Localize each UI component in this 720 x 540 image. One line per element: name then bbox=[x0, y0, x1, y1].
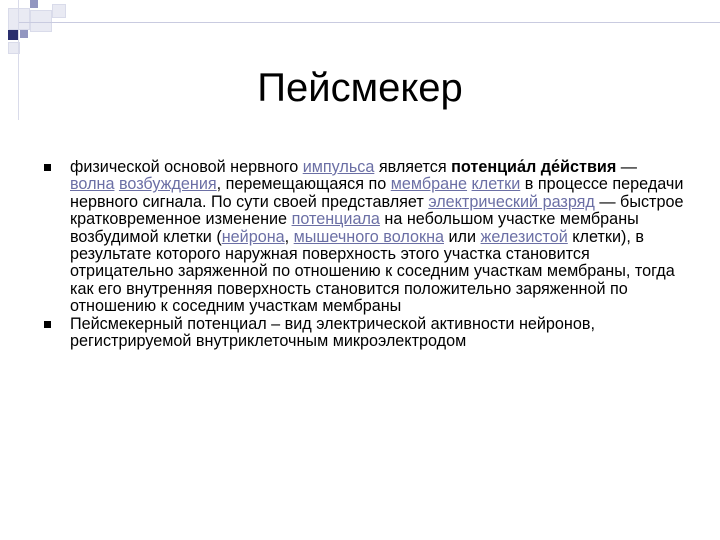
text-run: физической основой нервного bbox=[70, 158, 303, 176]
link-muscle-fiber[interactable]: мышечного волокна bbox=[293, 227, 445, 246]
text-run: является bbox=[374, 158, 452, 176]
deco-square bbox=[52, 4, 66, 18]
deco-square bbox=[20, 30, 28, 38]
square-bullet-icon bbox=[44, 321, 51, 328]
text-run: — bbox=[616, 158, 637, 176]
deco-square bbox=[30, 10, 52, 32]
deco-square bbox=[30, 0, 38, 8]
link-glandular[interactable]: железистой bbox=[480, 227, 568, 246]
deco-square bbox=[8, 30, 18, 40]
bullet-item bbox=[44, 316, 684, 351]
square-bullet-icon bbox=[44, 164, 51, 171]
slide-title: Пейсмекер bbox=[257, 66, 463, 110]
link-wave[interactable]: волна bbox=[70, 175, 115, 194]
link-excitation[interactable]: возбуждения bbox=[118, 175, 217, 194]
text-run: в процессе передачи нервного сигнала. По сути своей представляет bbox=[70, 175, 684, 211]
bullet-item bbox=[44, 159, 684, 316]
text-run: на небольшом участке мембраны возбудимой клетки ( bbox=[70, 210, 639, 246]
text-run: , перемещающаяся по bbox=[216, 175, 391, 194]
bold-term: потенциа́л де́йствия bbox=[451, 158, 617, 176]
link-impulse[interactable]: импульса bbox=[302, 158, 375, 176]
text-run: или bbox=[444, 227, 481, 246]
link-neuron[interactable]: нейрона bbox=[221, 227, 285, 246]
deco-square bbox=[8, 8, 30, 30]
bullet-text: Пейсмекерный потенциал – вид электрической активности нейронов, регистрируемой внутриклеточным микроэлектродом bbox=[70, 314, 595, 351]
text-run: клетки), в результате которого наружная поверхность этого участка становится отрицательно заряженной по отношению к соседним участкам мембраны, тогда как его внутренняя поверхность становится положительно заряженной по отношению к соседним участкам мембраны bbox=[70, 227, 675, 316]
text-run: , bbox=[284, 227, 294, 246]
link-cell[interactable]: клетки bbox=[471, 175, 521, 194]
bullet-list bbox=[44, 159, 684, 350]
link-electric-discharge[interactable]: электрический разряд bbox=[428, 192, 595, 211]
text-run: — быстрое кратковременное изменение bbox=[70, 192, 684, 229]
link-membrane[interactable]: мембране bbox=[390, 175, 468, 194]
deco-line-horizontal bbox=[18, 22, 720, 23]
link-potential[interactable]: потенциала bbox=[291, 210, 380, 229]
